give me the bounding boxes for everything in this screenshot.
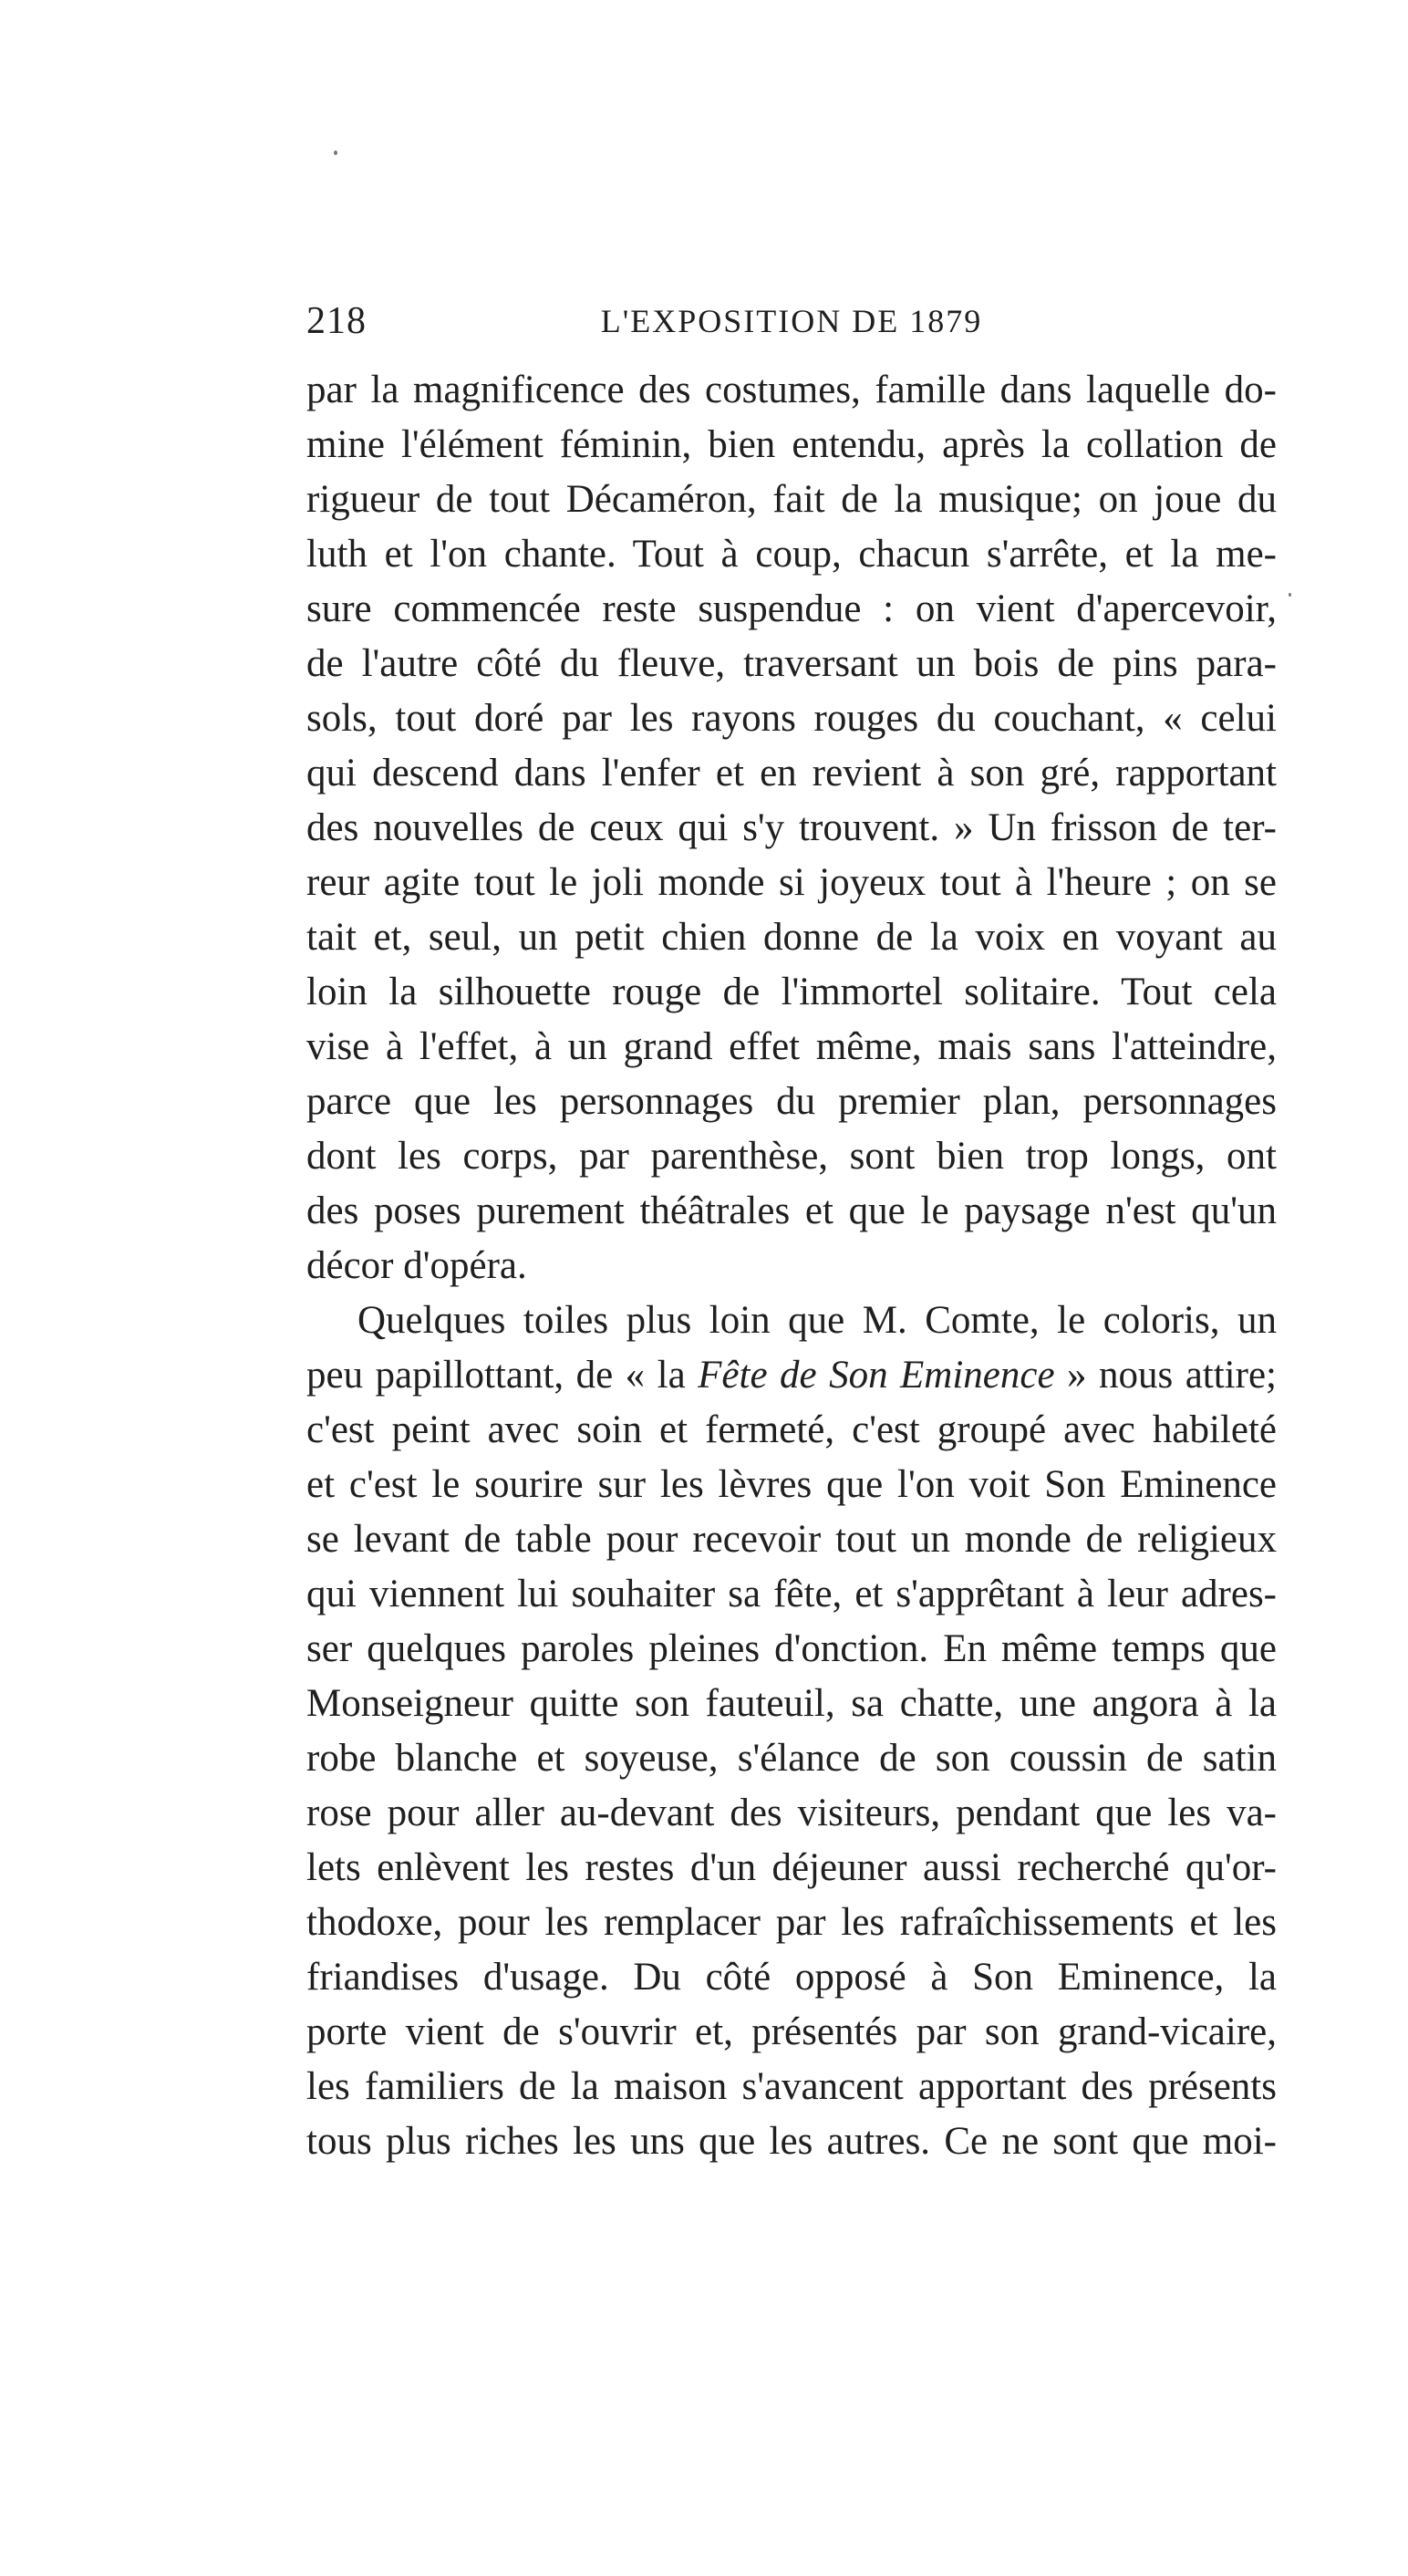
text-line: friandises d'usage. Du côté opposé à Son Eminence, la <box>306 1956 1277 1999</box>
text-line: lets enlèvent les restes d'un déjeuner aussi recherché qu'or- <box>306 1846 1277 1889</box>
text-line: qui descend dans l'enfer et en revient à son gré, rapportant <box>306 752 1277 795</box>
text-line: porte vient de s'ouvrir et, présentés par son grand-vicaire, <box>306 2010 1277 2053</box>
text-line: thodoxe, pour les remplacer par les rafraîchissements et les <box>306 1901 1277 1944</box>
text-line: reur agite tout le joli monde si joyeux tout à l'heure ; on se <box>306 861 1277 904</box>
text-line: robe blanche et soyeuse, s'élance de son coussin de satin <box>306 1737 1277 1780</box>
text-line: et c'est le sourire sur les lèvres que l'on voit Son Eminence <box>306 1463 1277 1506</box>
page-header <box>306 294 1277 348</box>
text-line: Quelques toiles plus loin que M. Comte, le coloris, un <box>357 1299 1277 1342</box>
text-line: des nouvelles de ceux qui s'y trouvent. » Un frisson de ter- <box>306 806 1277 849</box>
text-line: tous plus riches les uns que les autres. Ce ne sont que moi- <box>306 2120 1277 2163</box>
text-line: décor d'opéra. <box>306 1244 527 1287</box>
scan-speck <box>1289 593 1291 597</box>
text-line: sure commencée reste suspendue : on vient d'apercevoir, <box>306 587 1277 630</box>
text-line: mine l'élément féminin, bien entendu, après la collation de <box>306 423 1277 466</box>
text-run: peu papillottant, de « la <box>306 1354 699 1397</box>
text-line: de l'autre côté du fleuve, traversant un bois de pins para- <box>306 642 1277 685</box>
text-run: » nous attire; <box>1054 1354 1277 1397</box>
painting-title: Fête de Son Eminence <box>698 1354 1055 1397</box>
paragraph <box>306 1293 1277 2169</box>
text-line: dont les corps, par parenthèse, sont bien trop longs, ont <box>306 1135 1277 1178</box>
text-line: parce que les personnages du premier plan, personnages <box>306 1080 1277 1123</box>
scan-speck <box>334 151 337 155</box>
text-line: tait et, seul, un petit chien donne de la voix en voyant au <box>306 916 1277 959</box>
text-line: luth et l'on chante. Tout à coup, chacun s'arrête, et la me- <box>306 533 1277 576</box>
text-line: vise à l'effet, à un grand effet même, mais sans l'atteindre, <box>306 1025 1277 1068</box>
text-line: c'est peint avec soin et fermeté, c'est groupé avec habileté <box>306 1408 1277 1451</box>
text-line: rigueur de tout Décaméron, fait de la musique; on joue du <box>306 478 1277 521</box>
text-line-with-title <box>306 1348 1277 1403</box>
text-line: par la magnificence des costumes, famille dans laquelle do- <box>306 369 1277 411</box>
page-body <box>306 363 1277 2169</box>
text-line: les familiers de la maison s'avancent apportant des présents <box>306 2065 1277 2108</box>
text-line: sols, tout doré par les rayons rouges du couchant, « celui <box>306 697 1277 740</box>
running-title: L'EXPOSITION DE 1879 <box>600 303 983 339</box>
text-line: rose pour aller au-devant des visiteurs, pendant que les va- <box>306 1792 1277 1834</box>
text-line: Monseigneur quitte son fauteuil, sa chatte, une angora à la <box>306 1682 1277 1725</box>
text-line: des poses purement théâtrales et que le paysage n'est qu'un <box>306 1189 1277 1232</box>
text-line: se levant de table pour recevoir tout un monde de religieux <box>306 1518 1277 1561</box>
paragraph <box>306 363 1277 1293</box>
text-line: ser quelques paroles pleines d'onction. En même temps que <box>306 1627 1277 1670</box>
text-line: qui viennent lui souhaiter sa fête, et s'apprêtant à leur adres- <box>306 1573 1277 1615</box>
text-line: loin la silhouette rouge de l'immortel solitaire. Tout cela <box>306 971 1277 1013</box>
page-number: 218 <box>306 300 367 342</box>
